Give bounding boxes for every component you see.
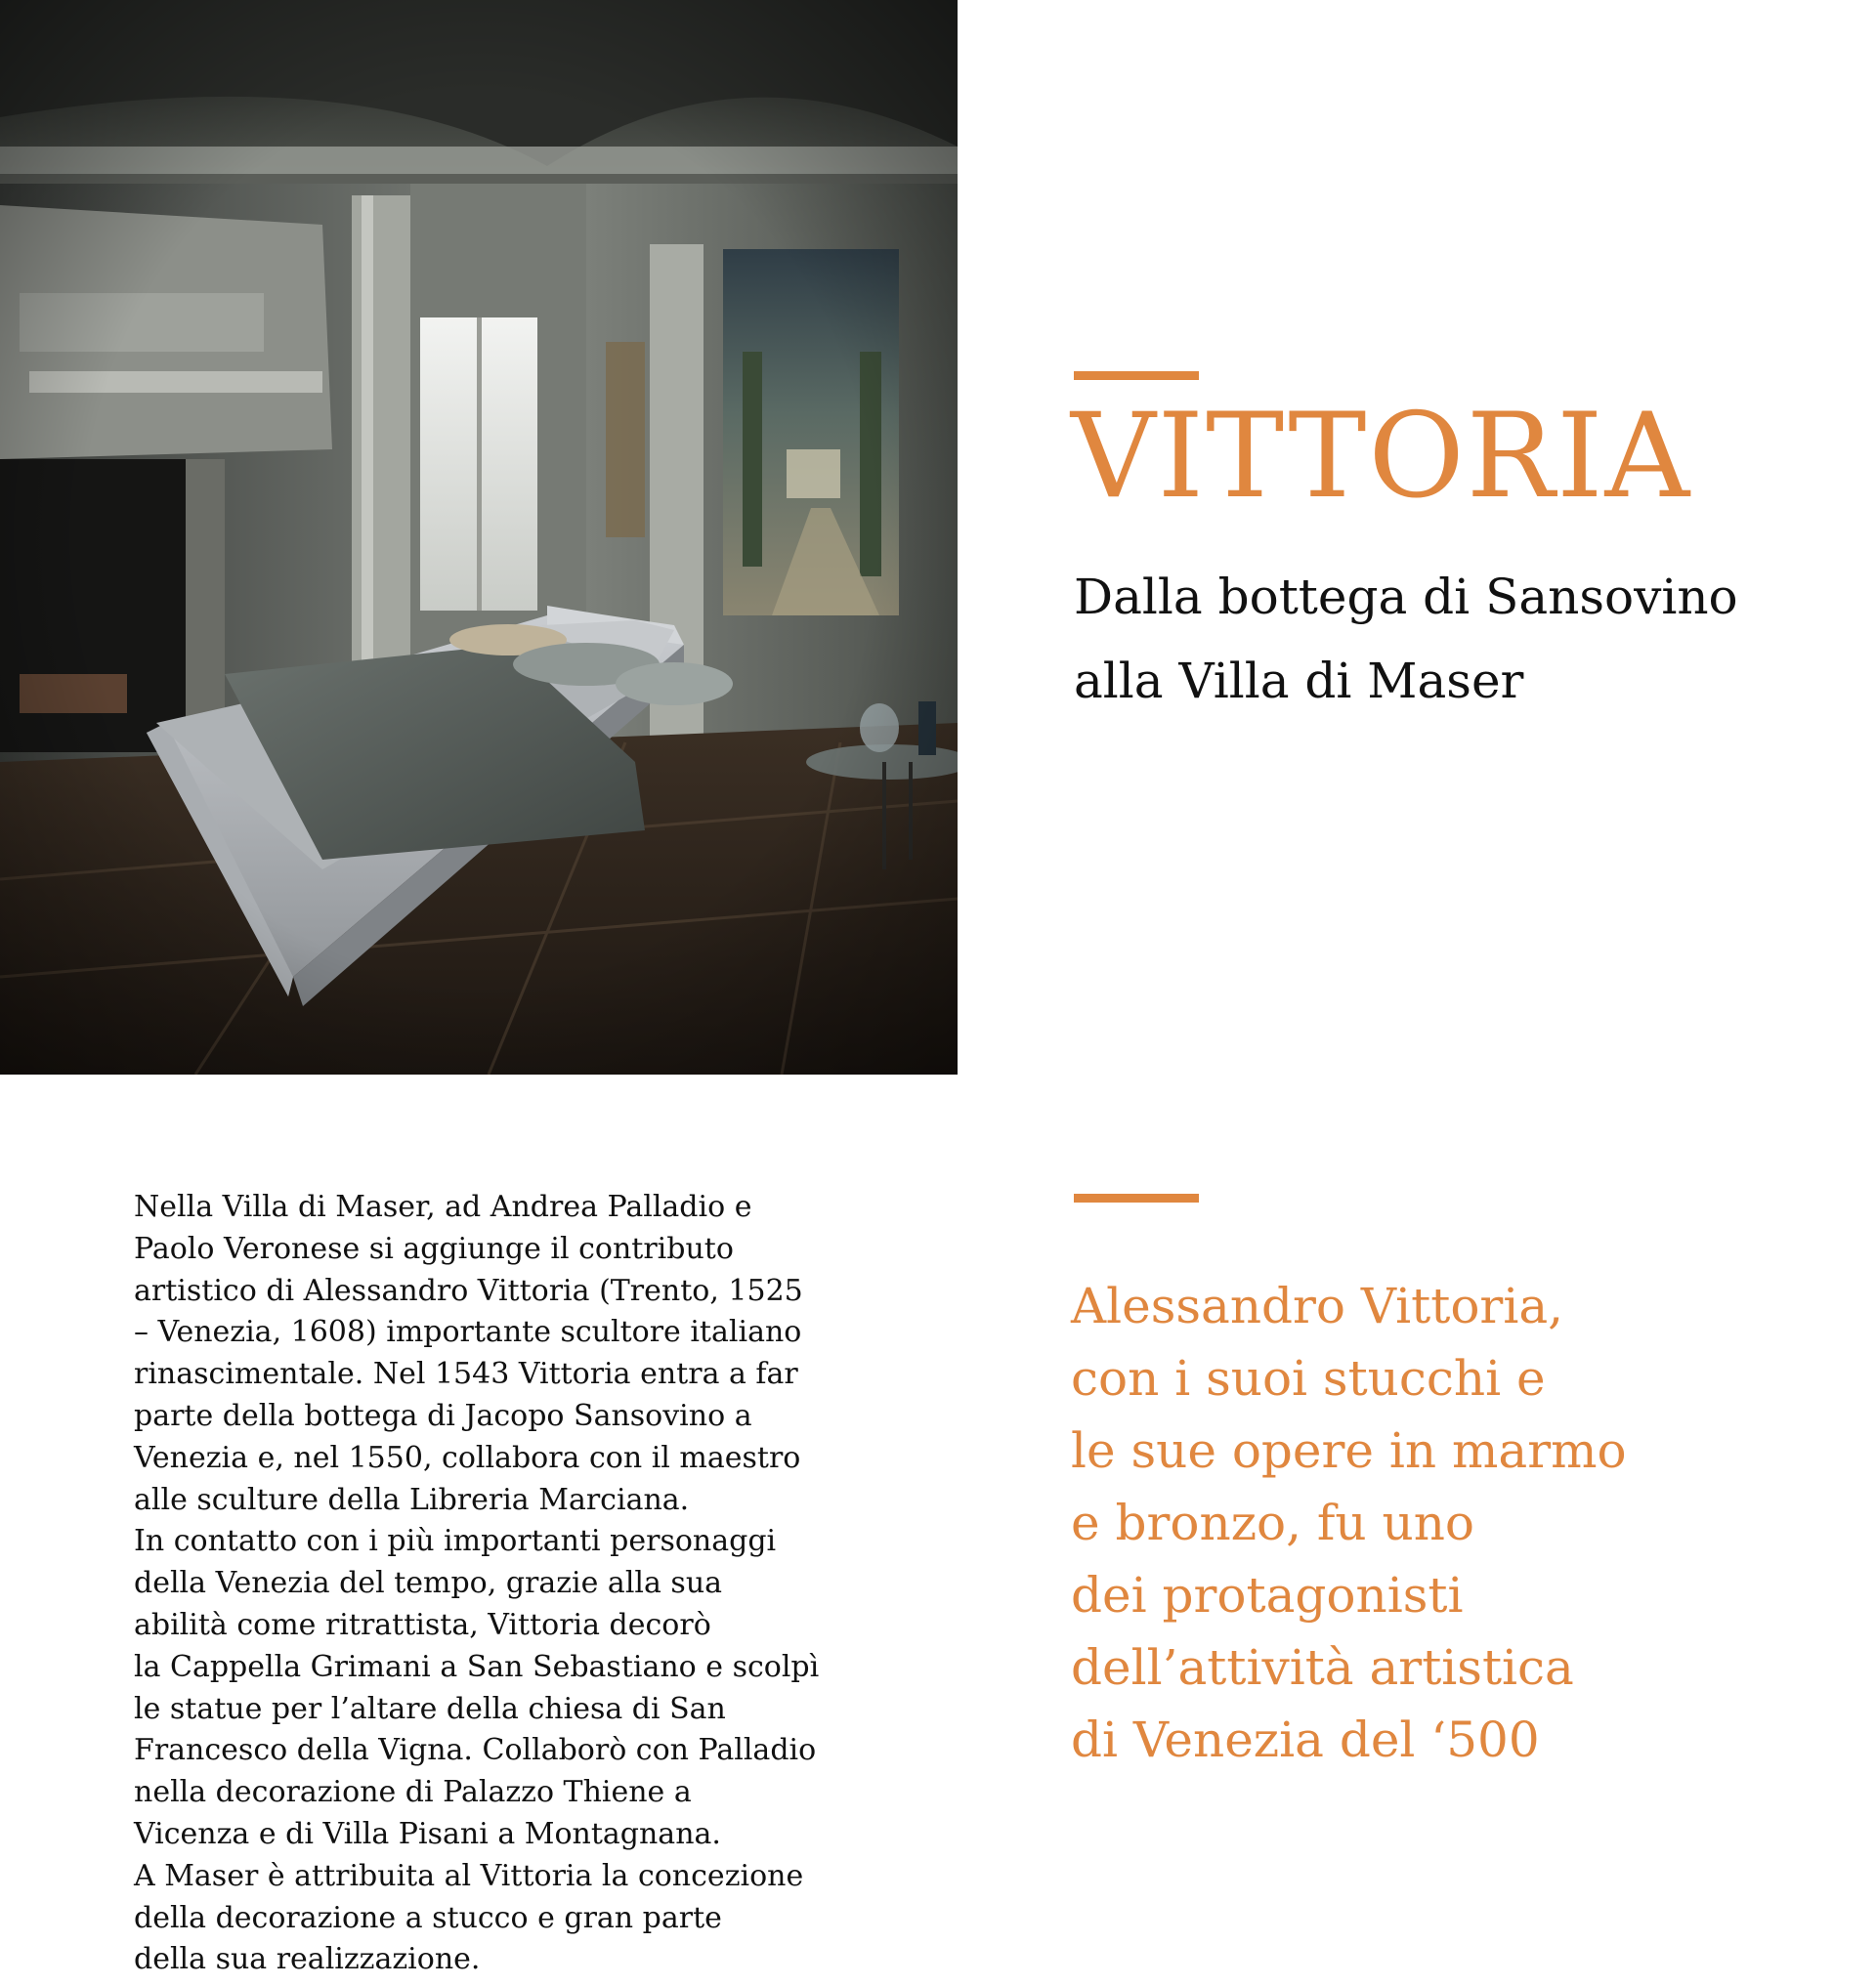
quote-accent-bar	[1074, 1194, 1199, 1203]
bedroom-illustration	[0, 0, 958, 1075]
body-line: Vicenza e di Villa Pisani a Montagnana.	[134, 1816, 721, 1851]
quote-line: con i suoi stucchi e	[1071, 1350, 1546, 1407]
body-line: la Cappella Grimani a San Sebastiano e scolpì	[134, 1649, 820, 1684]
quote-line: Alessandro Vittoria,	[1071, 1278, 1564, 1334]
quote-line: di Venezia del ‘500	[1071, 1711, 1540, 1768]
body-line: nella decorazione di Palazzo Thiene a	[134, 1775, 692, 1810]
body-line: abilità come ritrattista, Vittoria decorò	[134, 1607, 711, 1642]
quote-line: le sue opere in marmo	[1071, 1422, 1627, 1479]
body-line: parte della bottega di Jacopo Sansovino a	[134, 1398, 752, 1433]
subtitle-line: Dalla bottega di Sansovino	[1074, 569, 1738, 625]
body-line: rinascimentale. Nel 1543 Vittoria entra a far	[134, 1357, 798, 1392]
hero-photo	[0, 0, 958, 1075]
quote-line: e bronzo, fu uno	[1071, 1495, 1475, 1551]
body-line: artistico di Alessandro Vittoria (Trento, 1525	[134, 1273, 803, 1308]
body-line: In contatto con i più importanti personaggi	[134, 1524, 777, 1559]
body-line: Nella Villa di Maser, ad Andrea Palladio e	[134, 1190, 752, 1224]
body-line: Paolo Veronese si aggiunge il contributo	[134, 1231, 734, 1266]
body-line: alle sculture della Libreria Marciana.	[134, 1482, 690, 1517]
body-line: A Maser è attribuita al Vittoria la concezione	[134, 1858, 804, 1893]
body-line: della Venezia del tempo, grazie alla sua	[134, 1566, 723, 1601]
body-line: – Venezia, 1608) importante scultore italiano	[134, 1315, 802, 1350]
body-line: della sua realizzazione.	[134, 1942, 481, 1977]
title-accent-bar	[1074, 371, 1199, 380]
body-paragraph	[134, 1187, 852, 1981]
quote-line: dell’attività artistica	[1071, 1639, 1574, 1696]
body-line: della decorazione a stucco e gran parte	[134, 1900, 722, 1935]
body-line: le statue per l’altare della chiesa di San	[134, 1691, 726, 1726]
page-title: VITTORIA	[1071, 389, 1692, 525]
body-line: Venezia e, nel 1550, collabora con il maestro	[134, 1440, 801, 1475]
quote-line: dei protagonisti	[1071, 1567, 1464, 1624]
page-subtitle	[1074, 555, 1816, 723]
subtitle-line: alla Villa di Maser	[1074, 653, 1524, 709]
pull-quote	[1071, 1270, 1833, 1776]
body-line: Francesco della Vigna. Collaborò con Palladio	[134, 1733, 817, 1768]
